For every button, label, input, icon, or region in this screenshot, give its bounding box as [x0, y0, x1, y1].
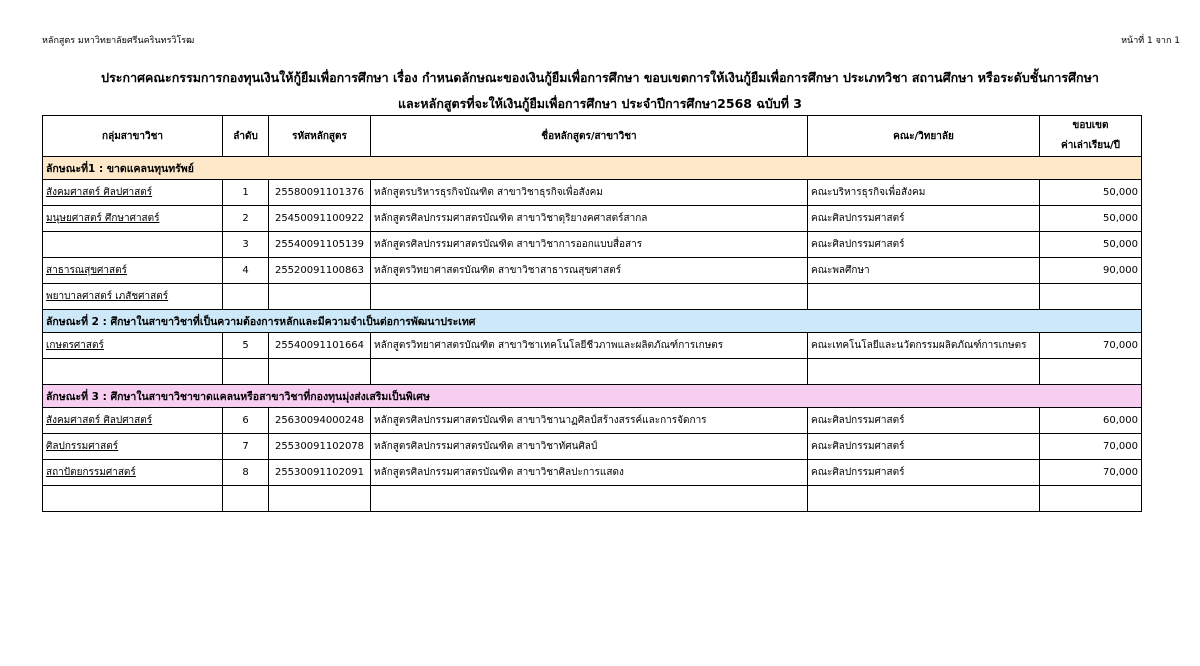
fee-cell: 50,000	[1040, 232, 1142, 258]
name-cell: หลักสูตรวิทยาศาสตรบัณฑิต สาขาวิชาเทคโนโลยีชีวภาพและผลิตภัณฑ์การเกษตร	[371, 333, 808, 359]
section-label: ลักษณะที่ 2 : ศึกษาในสาขาวิชาที่เป็นความต้องการหลักและมีความจำเป็นต่อการพัฒนาประเทศ	[43, 310, 1142, 333]
group-cell	[43, 460, 223, 486]
faculty-cell	[808, 359, 1040, 385]
group-cell	[43, 284, 223, 310]
section-label: ลักษณะที่1 : ขาดแคลนทุนทรัพย์	[43, 157, 1142, 180]
name-cell: หลักสูตรศิลปกรรมศาสตรบัณฑิต สาขาวิชาดุริยางคศาสตร์สากล	[371, 206, 808, 232]
group-cell	[43, 359, 223, 385]
code-cell: 25450091100922	[269, 206, 371, 232]
code-cell	[269, 486, 371, 512]
group-link[interactable]: สังคมศาสตร์ ศิลปศาสตร์	[46, 415, 153, 426]
table-row	[43, 434, 1142, 460]
name-cell: หลักสูตรศิลปกรรมศาสตรบัณฑิต สาขาวิชาศิลปะการแสดง	[371, 460, 808, 486]
header-no: ลำดับ	[223, 116, 269, 157]
no-cell	[223, 486, 269, 512]
faculty-cell: คณะศิลปกรรมศาสตร์	[808, 434, 1040, 460]
header-faculty: คณะ/วิทยาลัย	[808, 116, 1040, 157]
group-cell	[43, 408, 223, 434]
code-cell: 25540091105139	[269, 232, 371, 258]
table-row	[43, 460, 1142, 486]
section-row	[43, 157, 1142, 180]
fee-cell: 70,000	[1040, 434, 1142, 460]
table-row	[43, 359, 1142, 385]
header-code: รหัสหลักสูตร	[269, 116, 371, 157]
name-cell: หลักสูตรศิลปกรรมศาสตรบัณฑิต สาขาวิชาการออกแบบสื่อสาร	[371, 232, 808, 258]
code-cell: 25540091101664	[269, 333, 371, 359]
page-number: หน้าที่ 1 จาก 1	[1121, 36, 1180, 46]
fee-cell: 70,000	[1040, 333, 1142, 359]
fee-cell: 70,000	[1040, 460, 1142, 486]
group-cell	[43, 232, 223, 258]
fee-cell: 60,000	[1040, 408, 1142, 434]
code-cell: 25580091101376	[269, 180, 371, 206]
name-cell	[371, 284, 808, 310]
faculty-cell: คณะบริหารธุรกิจเพื่อสังคม	[808, 180, 1040, 206]
table-row	[43, 333, 1142, 359]
code-cell	[269, 359, 371, 385]
fee-cell: 90,000	[1040, 258, 1142, 284]
name-cell: หลักสูตรศิลปกรรมศาสตรบัณฑิต สาขาวิชาทัศนศิลป์	[371, 434, 808, 460]
no-cell: 5	[223, 333, 269, 359]
code-cell: 25630094000248	[269, 408, 371, 434]
group-link[interactable]: เกษตรศาสตร์	[46, 340, 104, 351]
announcement-title-line2: และหลักสูตรที่จะให้เงินกู้ยืมเพื่อการศึกษา ประจำปีการศึกษา2568 ฉบับที่ 3	[398, 96, 802, 111]
fee-cell: 50,000	[1040, 206, 1142, 232]
group-link[interactable]: สถาปัตยกรรมศาสตร์	[46, 467, 136, 478]
group-link[interactable]: สาธารณสุขศาสตร์	[46, 265, 127, 276]
table-row	[43, 180, 1142, 206]
faculty-cell: คณะศิลปกรรมศาสตร์	[808, 408, 1040, 434]
faculty-cell: คณะศิลปกรรมศาสตร์	[808, 232, 1040, 258]
fee-cell	[1040, 486, 1142, 512]
table-header-row	[43, 116, 1142, 157]
no-cell: 3	[223, 232, 269, 258]
group-link[interactable]: พยาบาลศาสตร์ เภสัชศาสตร์	[46, 291, 169, 302]
faculty-cell: คณะศิลปกรรมศาสตร์	[808, 460, 1040, 486]
code-cell	[269, 284, 371, 310]
header-fee-line2: ค่าเล่าเรียน/ปี	[1061, 140, 1120, 151]
faculty-cell: คณะพลศึกษา	[808, 258, 1040, 284]
header-group: กลุ่มสาขาวิชา	[43, 116, 223, 157]
group-cell	[43, 333, 223, 359]
name-cell: หลักสูตรศิลปกรรมศาสตรบัณฑิต สาขาวิชานาฏศิลป์สร้างสรรค์และการจัดการ	[371, 408, 808, 434]
group-link[interactable]: สังคมศาสตร์ ศิลปศาสตร์	[46, 187, 153, 198]
name-cell	[371, 359, 808, 385]
no-cell: 7	[223, 434, 269, 460]
table-row	[43, 408, 1142, 434]
no-cell	[223, 284, 269, 310]
group-cell	[43, 258, 223, 284]
faculty-cell: คณะศิลปกรรมศาสตร์	[808, 206, 1040, 232]
faculty-cell	[808, 486, 1040, 512]
no-cell: 4	[223, 258, 269, 284]
section-label: ลักษณะที่ 3 : ศึกษาในสาขาวิชาขาดแคลนหรือสาขาวิชาที่กองทุนมุ่งส่งเสริมเป็นพิเศษ	[43, 385, 1142, 408]
table-row	[43, 258, 1142, 284]
table-row	[43, 284, 1142, 310]
group-cell	[43, 180, 223, 206]
code-cell: 25530091102091	[269, 460, 371, 486]
fee-cell	[1040, 359, 1142, 385]
curriculum-table	[42, 115, 1142, 512]
group-cell	[43, 486, 223, 512]
no-cell: 2	[223, 206, 269, 232]
header-fee	[1040, 116, 1142, 157]
fee-cell	[1040, 284, 1142, 310]
group-cell	[43, 434, 223, 460]
name-cell	[371, 486, 808, 512]
name-cell: หลักสูตรวิทยาศาสตรบัณฑิต สาขาวิชาสาธารณสุขศาสตร์	[371, 258, 808, 284]
code-cell: 25520091100863	[269, 258, 371, 284]
code-cell: 25530091102078	[269, 434, 371, 460]
table-row	[43, 232, 1142, 258]
group-link[interactable]: มนุษยศาสตร์ ศึกษาศาสตร์	[46, 213, 160, 224]
section-row	[43, 385, 1142, 408]
table-row	[43, 206, 1142, 232]
no-cell: 1	[223, 180, 269, 206]
faculty-cell	[808, 284, 1040, 310]
section-row	[43, 310, 1142, 333]
faculty-cell: คณะเทคโนโลยีและนวัตกรรมผลิตภัณฑ์การเกษตร	[808, 333, 1040, 359]
table-row	[43, 486, 1142, 512]
no-cell: 8	[223, 460, 269, 486]
name-cell: หลักสูตรบริหารธุรกิจบัณฑิต สาขาวิชาธุรกิจเพื่อสังคม	[371, 180, 808, 206]
group-link[interactable]: ศิลปกรรมศาสตร์	[46, 441, 119, 452]
no-cell	[223, 359, 269, 385]
group-cell	[43, 206, 223, 232]
no-cell: 6	[223, 408, 269, 434]
document-header-left: หลักสูตร มหาวิทยาลัยศรีนครินทรวิโรฒ	[42, 36, 195, 46]
header-name: ชื่อหลักสูตร/สาขาวิชา	[371, 116, 808, 157]
announcement-title-line1: ประกาศคณะกรรมการกองทุนเงินให้กู้ยืมเพื่อการศึกษา เรื่อง กำหนดลักษณะของเงินกู้ยืมเพื่อการศึกษา ขอบเขตการให้เงินกู้ยืมเพื่อการศึกษา ประเภทวิชา สถานศึกษา หรือระดับชั้นการศึกษา	[101, 70, 1099, 85]
fee-cell: 50,000	[1040, 180, 1142, 206]
header-fee-line1: ขอบเขต	[1072, 120, 1109, 131]
